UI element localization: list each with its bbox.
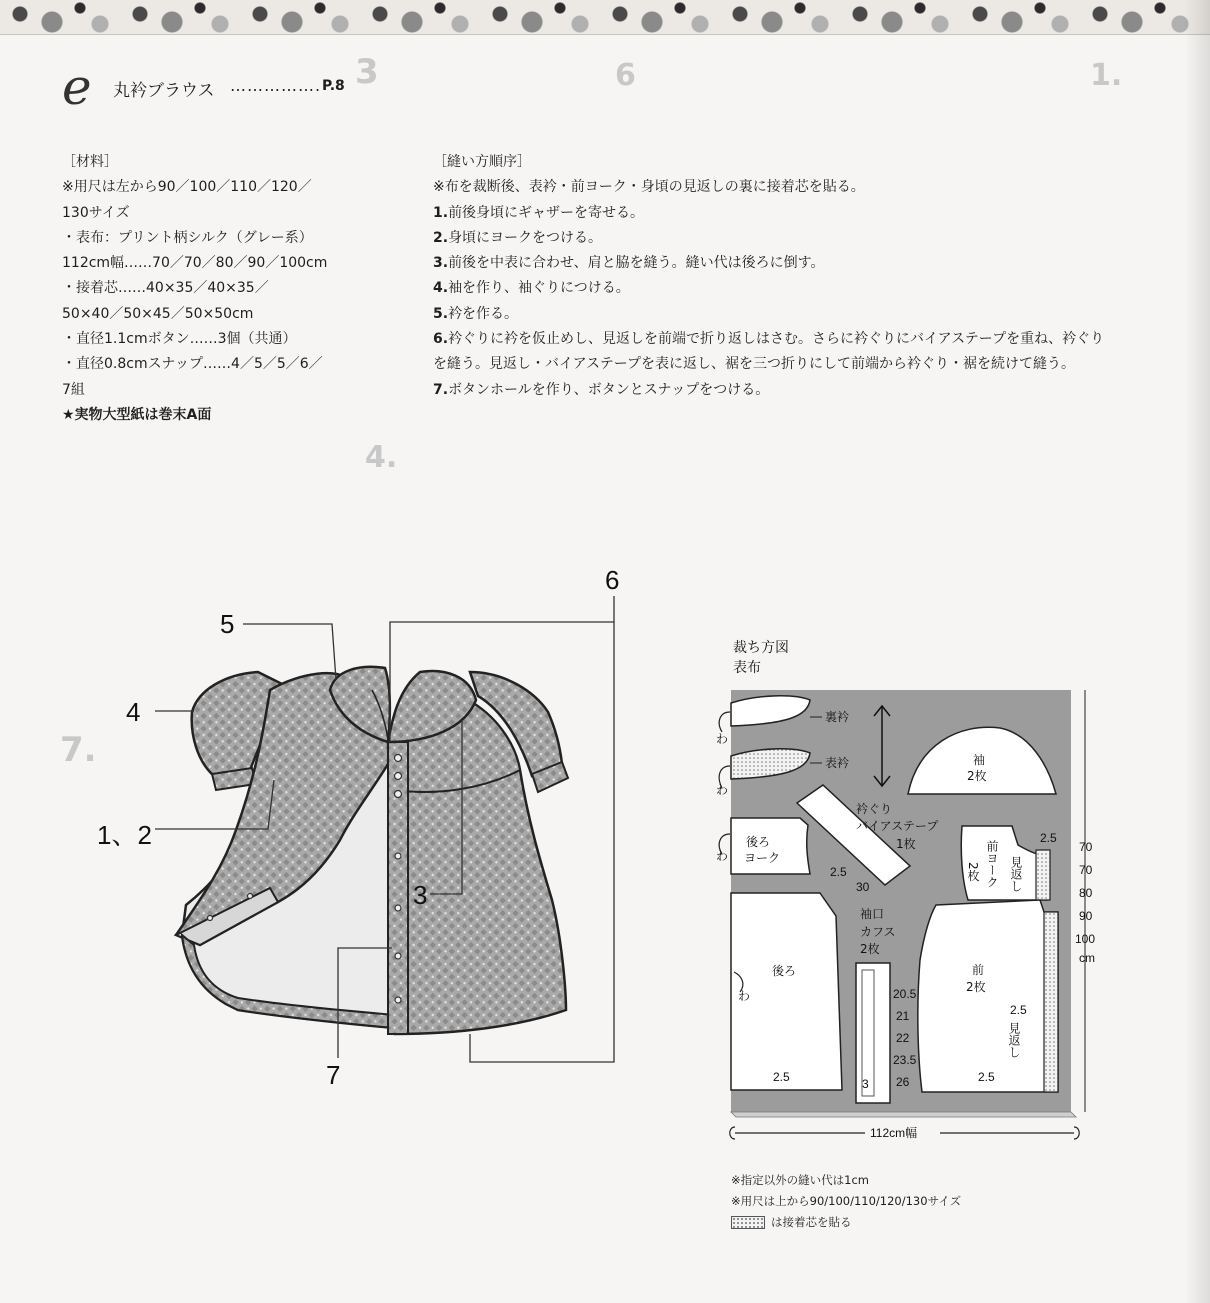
title-leader-dots: …………….: [230, 76, 322, 95]
section-letter: e: [62, 58, 92, 116]
step-number: 5.: [433, 305, 449, 322]
show-through: 1.: [1090, 58, 1123, 93]
label-back: 後ろ: [772, 964, 797, 978]
materials-line: ・表布：プリント柄シルク（グレー系）: [62, 229, 313, 246]
sewing-intro: ※布を裁断後、表衿・前ヨーク・身頃の見返しの裏に接着芯を貼る。: [433, 179, 865, 196]
yardage: 80: [1079, 886, 1093, 900]
materials-line: ・直径0.8cmスナップ……4／5／5／6／: [62, 356, 323, 373]
label-cuffs: カフス: [860, 925, 896, 939]
measure: 2.5: [773, 1070, 790, 1084]
layout-subtitle: 表布: [733, 660, 761, 676]
label-sode-qty: 2枚: [967, 769, 987, 783]
cuffs-measure: 21: [896, 1009, 910, 1023]
measure: 2.5: [1040, 831, 1057, 845]
cuffs-measure: 23.5: [893, 1053, 917, 1067]
label-omote-eri: 表衿: [825, 756, 850, 770]
measure: 2.5: [830, 865, 847, 879]
fold-label: わ: [716, 849, 729, 863]
yardage-unit: cm: [1079, 951, 1095, 965]
width-cap: [1074, 1127, 1079, 1139]
yardage: 70: [1079, 840, 1093, 854]
measure: 30: [856, 880, 870, 894]
interfacing-legend: [731, 1212, 961, 1233]
fold-label: わ: [716, 783, 729, 797]
step-number: 1.: [433, 204, 449, 221]
front-interfacing: [1044, 912, 1058, 1092]
cuffs-measure: 22: [896, 1031, 910, 1045]
step-number: 7.: [433, 381, 449, 398]
materials-line: ・接着芯……40×35／40×35／: [62, 280, 269, 297]
legend-text: は接着芯を貼る: [771, 1215, 852, 1229]
fabric-edge: [731, 1112, 1076, 1117]
label-cuffs-qty: 2枚: [860, 942, 880, 956]
label-bias-qty: 1枚: [896, 837, 916, 851]
callout-3: 3: [413, 880, 428, 910]
fabric-width: 112cm幅: [870, 1126, 918, 1140]
piece-front: [918, 900, 1058, 1092]
step-number: 3.: [433, 255, 449, 272]
step-text: ボタンホールを作り、ボタンとスナップをつける。: [448, 381, 770, 398]
materials-line: 50×40／50×45／50×50cm: [62, 305, 254, 322]
interfacing-swatch: [731, 1216, 765, 1229]
callout-4: 4: [126, 697, 141, 727]
note-line: ※用尺は上から90/100/110/120/130サイズ: [731, 1194, 962, 1208]
show-through: 3: [355, 52, 379, 92]
step-number: 4.: [433, 280, 449, 297]
label-bias: バイアステープ: [856, 819, 939, 833]
callout-6: 6: [605, 565, 620, 595]
step-text: 衿ぐりに衿を仮止めし、見返しを前端で折り返しはさむ。さらに衿ぐりにバイアステープを重ね、衿ぐりを縫う。見返し・バイアステープを表に返し、裾を三つ折りにして前端から衿ぐり・裾を続けて縫う。: [433, 331, 1105, 373]
label-ura-eri: 裏衿: [825, 710, 850, 724]
layout-notes: [731, 1170, 961, 1233]
callout-7: 7: [326, 1060, 341, 1090]
sewing-heading: ［縫い方順序］: [433, 154, 531, 170]
show-through: 6: [615, 58, 636, 93]
materials-line: 130サイズ: [62, 204, 130, 221]
front-yoke-interfacing: [1036, 850, 1050, 900]
piece-back-yoke: [731, 818, 810, 874]
materials-line: 112cm幅……70／70／80／90／100cm: [62, 255, 328, 272]
label-yoke-mikaeshi: 見返し: [1009, 856, 1023, 892]
materials-line: ・直径1.1cmボタン……3個（共通）: [62, 331, 297, 348]
show-through: 4.: [365, 440, 398, 475]
step-text: 前後を中表に合わせ、肩と脇を縫う。縫い代は後ろに倒す。: [448, 255, 825, 272]
step-text: 前後身頃にギャザーを寄せる。: [448, 204, 645, 221]
label-sodeguchi: 袖口: [860, 907, 885, 921]
callout-1-2: 1、2: [97, 820, 152, 850]
label-back-yoke: ヨーク: [744, 851, 781, 865]
page-title: 丸衿ブラウス: [113, 81, 215, 101]
measure: 2.5: [978, 1070, 995, 1084]
yardage: 90: [1079, 909, 1093, 923]
layout-title: 裁ち方図: [733, 640, 789, 656]
materials-line: 7組: [62, 381, 85, 398]
label-back-yoke: 後ろ: [746, 835, 771, 849]
materials-heading: ［材料］: [62, 154, 118, 170]
measure: 2.5: [1010, 1003, 1027, 1017]
cuffs-measure: 20.5: [893, 987, 917, 1001]
label-front: 前: [972, 963, 985, 977]
label-front-yoke: 前ヨーク: [985, 840, 999, 888]
fold-label: わ: [716, 732, 729, 746]
label-eriguri: 衿ぐり: [856, 802, 893, 816]
callout-5: 5: [220, 609, 235, 639]
step-number: 6.: [433, 331, 449, 348]
materials-line: ※用尺は左から90／100／110／120／: [62, 179, 312, 196]
step-number: 2.: [433, 229, 449, 246]
step-text: 身頃にヨークをつける。: [448, 229, 603, 246]
cuffs-measure: 26: [896, 1075, 910, 1089]
label-front-mikaeshi: 見返し: [1007, 1022, 1021, 1058]
label-front-qty: 2枚: [966, 980, 986, 994]
step-text: 袖を作り、袖ぐりにつける。: [448, 280, 630, 297]
yardage: 70: [1079, 863, 1093, 877]
label-front-yoke-qty: 2枚: [966, 862, 980, 882]
fold-label: わ: [738, 989, 751, 1003]
width-cap: [730, 1127, 735, 1139]
show-through: 7.: [60, 730, 97, 770]
page-reference: P.8: [322, 78, 345, 94]
step-text: 衿を作る。: [448, 305, 519, 322]
materials-line: ★実物大型紙は巻末A面: [62, 406, 212, 423]
measure: 3: [862, 1077, 869, 1091]
note-line: ※指定以外の縫い代は1cm: [731, 1173, 869, 1187]
label-sode: 袖: [973, 753, 986, 767]
yardage: 100: [1075, 932, 1096, 946]
